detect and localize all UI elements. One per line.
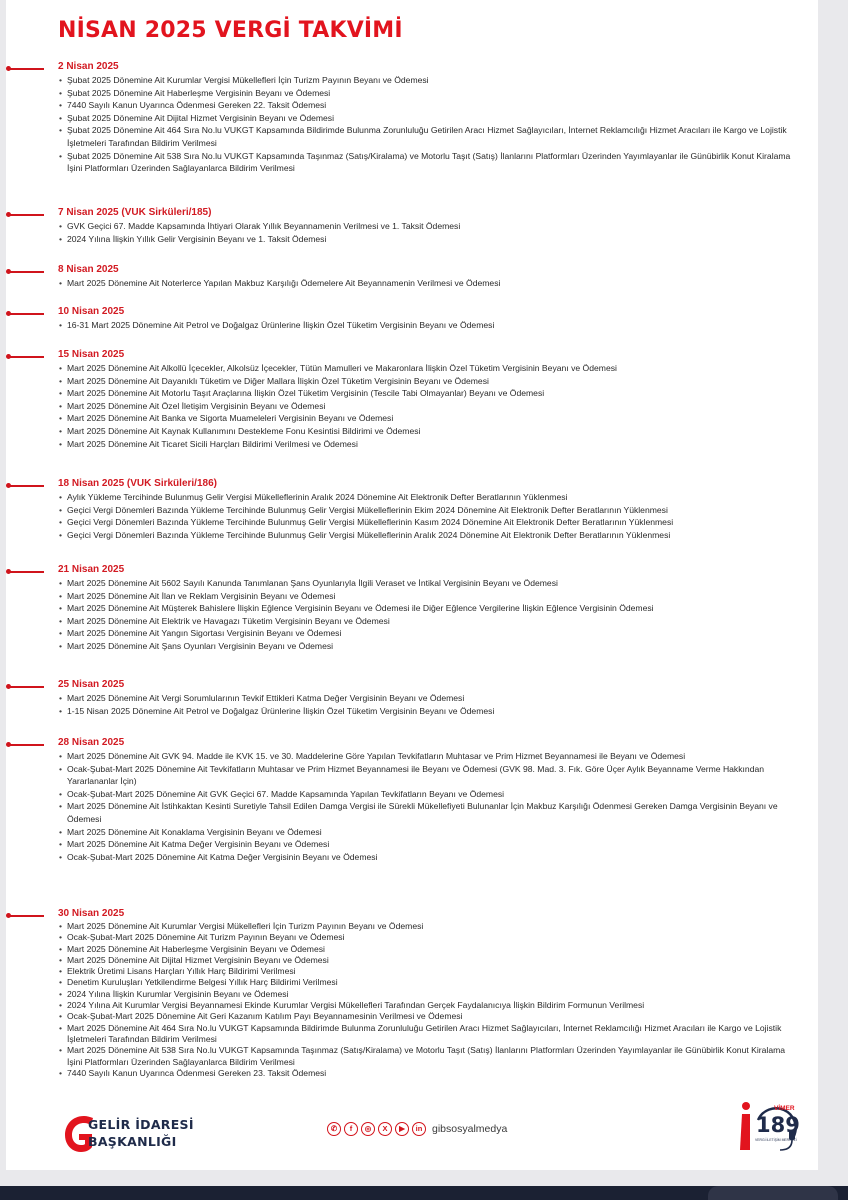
list-item: • Mart 2025 Dönemine Ait Ticaret Sicili Harçları Bildirimi Verilmesi ve Ödemesi <box>59 438 799 451</box>
list-item: • Mart 2025 Dönemine Ait Noterlerce Yapılan Makbuz Karşılığı Ödemelere Ait Beyannamenin Verilmesi ve Ödemesi <box>59 277 799 290</box>
list-item: • Şubat 2025 Dönemine Ait 464 Sıra No.lu VUKGT Kapsamında Bildirimde Bulunma Zorunluluğu Getirilen Aracı Hizmet Sağlayıcıları, İnternet Reklamcılığı Hizmet Aracıları ile Kargo ve Lojistik İşletmeleri Tarafından Bildirim Verilmesi <box>59 124 799 149</box>
timeline-marker <box>8 485 44 487</box>
list-item: • Mart 2025 Dönemine Ait GVK 94. Madde ile KVK 15. ve 30. Maddelerine Göre Yapılan Tevkifatların Muhtasar ve Prim Hizmet Beyannamesi ile Beyanı ve Ödemesi <box>59 750 799 763</box>
section-date: 28 Nisan 2025 <box>58 737 125 748</box>
section-date: 2 Nisan 2025 <box>58 61 119 72</box>
logo-text-line1: GELİR İDARESİ <box>88 1117 194 1132</box>
section-date: 8 Nisan 2025 <box>58 264 119 275</box>
list-item: • 7440 Sayılı Kanun Uyarınca Ödenmesi Gereken 23. Taksit Ödemesi <box>59 1068 799 1079</box>
list-item: • 1-15 Nisan 2025 Dönemine Ait Petrol ve Doğalgaz Ürünlerine İlişkin Özel Tüketim Vergisinin Beyanı ve Ödemesi <box>59 705 799 718</box>
bottom-bar-pill <box>708 1186 838 1200</box>
x-icon[interactable]: X <box>378 1122 392 1136</box>
social-handle[interactable]: gibsosyalmedya <box>432 1123 508 1135</box>
vimer-caption: VERGİ İLETİŞİM MERKEZİ <box>755 1138 797 1142</box>
section-date: 7 Nisan 2025 (VUK Sirküleri/185) <box>58 207 212 218</box>
list-item: • Mart 2025 Dönemine Ait Banka ve Sigorta Muameleleri Vergisinin Beyanı ve Ödemesi <box>59 412 799 425</box>
list-item: • Mart 2025 Dönemine Ait İlan ve Reklam Vergisinin Beyanı ve Ödemesi <box>59 590 799 603</box>
instagram-icon[interactable]: ◎ <box>361 1122 375 1136</box>
list-item: • Mart 2025 Dönemine Ait Vergi Sorumlularının Tevkif Ettikleri Katma Değer Vergisinin Beyanı ve Ödemesi <box>59 692 799 705</box>
item-list <box>59 362 799 450</box>
list-item: • 2024 Yılına Ait Kurumlar Vergisi Beyannamesi Ekinde Kurumlar Vergisi Mükellefleri Tarafından Gerçek Faydalanıcıya İlişkin Bildirim Formunun Verilmesi <box>59 1000 799 1011</box>
item-list <box>59 319 799 332</box>
list-item: • 2024 Yılına İlişkin Kurumlar Vergisinin Beyanı ve Ödemesi <box>59 989 799 1000</box>
section-date: 21 Nisan 2025 <box>58 564 125 575</box>
list-item: • Mart 2025 Dönemine Ait Özel İletişim Vergisinin Beyanı ve Ödemesi <box>59 400 799 413</box>
section-date: 30 Nisan 2025 <box>58 908 125 919</box>
list-item: • 16-31 Mart 2025 Dönemine Ait Petrol ve Doğalgaz Ürünlerine İlişkin Özel Tüketim Vergisinin Beyanı ve Ödemesi <box>59 319 799 332</box>
timeline-marker <box>8 68 44 70</box>
timeline-marker <box>8 271 44 273</box>
list-item: • Mart 2025 Dönemine Ait Konaklama Vergisinin Beyanı ve Ödemesi <box>59 826 799 839</box>
timeline-marker <box>8 313 44 315</box>
list-item: • Mart 2025 Dönemine Ait 464 Sıra No.lu VUKGT Kapsamında Bildirimde Bulunma Zorunluluğu Getirilen Aracı Hizmet Sağlayıcıları, İnternet Reklamcılığı Hizmet Aracıları ile Kargo ve Lojistik İşletmeleri Tarafından Bildirim Verilmesi <box>59 1023 799 1046</box>
list-item: • Mart 2025 Dönemine Ait Dayanıklı Tüketim ve Diğer Mallara İlişkin Özel Tüketim Vergisinin Beyanı ve Ödemesi <box>59 375 799 388</box>
list-item: • Mart 2025 Dönemine Ait Yangın Sigortası Vergisinin Beyanı ve Ödemesi <box>59 627 799 640</box>
item-list <box>59 577 799 653</box>
page-title: NİSAN 2025 VERGİ TAKVİMİ <box>58 18 403 43</box>
timeline-marker <box>8 915 44 917</box>
list-item: • Aylık Yükleme Tercihinde Bulunmuş Gelir Vergisi Mükelleflerinin Aralık 2024 Dönemine Ait Elektronik Defter Beratlarının Yüklenmesi <box>59 491 799 504</box>
calendar-page <box>6 0 818 1170</box>
timeline-marker <box>8 214 44 216</box>
timeline-marker <box>8 686 44 688</box>
section-date: 10 Nisan 2025 <box>58 306 125 317</box>
list-item: • 2024 Yılına İlişkin Yıllık Gelir Vergisinin Beyanı ve 1. Taksit Ödemesi <box>59 233 799 246</box>
vimer-label: VİMER <box>774 1105 795 1112</box>
item-list <box>59 277 799 290</box>
list-item: • Mart 2025 Dönemine Ait Elektrik ve Havagazı Tüketim Vergisinin Beyanı ve Ödemesi <box>59 615 799 628</box>
social-bar <box>327 1122 507 1136</box>
list-item: • Şubat 2025 Dönemine Ait Haberleşme Vergisinin Beyanı ve Ödemesi <box>59 87 799 100</box>
logo-text-line2: BAŞKANLIĞI <box>88 1134 177 1149</box>
item-list <box>59 220 799 245</box>
list-item: • Mart 2025 Dönemine Ait İstihkaktan Kesinti Suretiyle Tahsil Edilen Damga Vergisi ile Sürekli Mükellefiyeti Bulunanlar İçin Makbuz Karşılığı Ödenmesi Gereken Damga Vergisinin Beyanı ve Ödemesi <box>59 800 799 825</box>
item-list <box>59 692 799 717</box>
list-item: • Denetim Kuruluşları Yetkilendirme Belgesi Yıllık Harç Bildirimi Verilmesi <box>59 977 799 988</box>
list-item: • Mart 2025 Dönemine Ait Kurumlar Vergisi Mükellefleri İçin Turizm Payının Beyanı ve Ödemesi <box>59 921 799 932</box>
section-date: 15 Nisan 2025 <box>58 349 125 360</box>
timeline-marker <box>8 356 44 358</box>
section-date: 25 Nisan 2025 <box>58 679 125 690</box>
list-item: • Geçici Vergi Dönemleri Bazında Yükleme Tercihinde Bulunmuş Gelir Vergisi Mükelleflerinin Aralık 2024 Dönemine Ait Elektronik Defter Beratlarının Yüklenmesi <box>59 529 799 542</box>
list-item: • Ocak-Şubat-Mart 2025 Dönemine Ait Turizm Payının Beyanı ve Ödemesi <box>59 932 799 943</box>
list-item: • Ocak-Şubat-Mart 2025 Dönemine Ait Katma Değer Vergisinin Beyanı ve Ödemesi <box>59 851 799 864</box>
vimer-189-logo <box>734 1094 804 1156</box>
section-date: 18 Nisan 2025 (VUK Sirküleri/186) <box>58 478 217 489</box>
list-item: • Geçici Vergi Dönemleri Bazında Yükleme Tercihinde Bulunmuş Gelir Vergisi Mükelleflerinin Kasım 2024 Dönemine Ait Elektronik Defter Beratlarının Yüklenmesi <box>59 516 799 529</box>
item-list <box>59 750 799 863</box>
item-list <box>59 921 799 1079</box>
list-item: • Mart 2025 Dönemine Ait Şans Oyunları Vergisinin Beyanı ve Ödemesi <box>59 640 799 653</box>
screen-bottom-bar <box>0 1186 848 1200</box>
list-item: • Mart 2025 Dönemine Ait Müşterek Bahislere İlişkin Eğlence Vergisinin Beyanı ve Ödemesi ile Diğer Eğlence Vergilerine İlişkin Eğlence Vergisinin Ödemesi <box>59 602 799 615</box>
list-item: • GVK Geçici 67. Madde Kapsamında İhtiyari Olarak Yıllık Beyannamenin Verilmesi ve 1. Taksit Ödemesi <box>59 220 799 233</box>
list-item: • Elektrik Üretimi Lisans Harçları Yıllık Harç Bildirimi Verilmesi <box>59 966 799 977</box>
linkedin-icon[interactable]: in <box>412 1122 426 1136</box>
list-item: • Mart 2025 Dönemine Ait Alkollü İçecekler, Alkolsüz İçecekler, Tütün Mamulleri ve Makaronlara İlişkin Özel Tüketim Vergisinin Beyanı ve Ödemesi <box>59 362 799 375</box>
timeline-marker <box>8 571 44 573</box>
list-item: • Mart 2025 Dönemine Ait Haberleşme Vergisinin Beyanı ve Ödemesi <box>59 944 799 955</box>
list-item: • Şubat 2025 Dönemine Ait 538 Sıra No.lu VUKGT Kapsamında Taşınmaz (Satış/Kiralama) ve Motorlu Taşıt (Satış) İlanlarını Platformları Üzerinden Yayımlayanlar ile Günübirlik Konut Kiralama İşini Platformları Üzerinden Sağlayanlarca Bildirim Verilmesi <box>59 150 799 175</box>
vimer-number: 189 <box>756 1113 800 1137</box>
list-item: • Mart 2025 Dönemine Ait Motorlu Taşıt Araçlarına İlişkin Özel Tüketim Vergisinin (Tescile Tabi Olmayanlar) Beyanı ve Ödemesi <box>59 387 799 400</box>
facebook-icon[interactable]: f <box>344 1122 358 1136</box>
youtube-icon[interactable]: ▶ <box>395 1122 409 1136</box>
list-item: • Geçici Vergi Dönemleri Bazında Yükleme Tercihinde Bulunmuş Gelir Vergisi Mükelleflerinin Ekim 2024 Dönemine Ait Elektronik Defter Beratlarının Yüklenmesi <box>59 504 799 517</box>
list-item: • Şubat 2025 Dönemine Ait Dijital Hizmet Vergisinin Beyanı ve Ödemesi <box>59 112 799 125</box>
list-item: • Mart 2025 Dönemine Ait 538 Sıra No.lu VUKGT Kapsamında Taşınmaz (Satış/Kiralama) ve Motorlu Taşıt (Satış) İlanlarını Platformları Üzerinden Yayımlayanlar ile Günübirlik Konut Kiralama İşini Platformları Üzerinden Sağlayanlarca Bildirim Verilmesi <box>59 1045 799 1068</box>
timeline-marker <box>8 744 44 746</box>
list-item: • Mart 2025 Dönemine Ait Kaynak Kullanımını Destekleme Fonu Kesintisi Bildirimi ve Ödemesi <box>59 425 799 438</box>
list-item: • Mart 2025 Dönemine Ait Katma Değer Vergisinin Beyanı ve Ödemesi <box>59 838 799 851</box>
whatsapp-icon[interactable]: ✆ <box>327 1122 341 1136</box>
item-list <box>59 491 799 541</box>
list-item: • 7440 Sayılı Kanun Uyarınca Ödenmesi Gereken 22. Taksit Ödemesi <box>59 99 799 112</box>
list-item: • Mart 2025 Dönemine Ait Dijital Hizmet Vergisinin Beyanı ve Ödemesi <box>59 955 799 966</box>
list-item: • Ocak-Şubat-Mart 2025 Dönemine Ait Tevkifatların Muhtasar ve Prim Hizmet Beyannamesi ile Beyanı ve Ödemesi (GVK 98. Mad. 3. Fık. Göre Üçer Aylık Beyanname Verme Hakkından Yararlananlar İçin) <box>59 763 799 788</box>
list-item: • Ocak-Şubat-Mart 2025 Dönemine Ait GVK Geçici 67. Madde Kapsamında Yapılan Tevkifatların Beyanı ve Ödemesi <box>59 788 799 801</box>
list-item: • Mart 2025 Dönemine Ait 5602 Sayılı Kanunda Tanımlanan Şans Oyunlarıyla İlgili Veraset ve İntikal Vergisinin Beyanı ve Ödemesi <box>59 577 799 590</box>
list-item: • Şubat 2025 Dönemine Ait Kurumlar Vergisi Mükellefleri İçin Turizm Payının Beyanı ve Ödemesi <box>59 74 799 87</box>
list-item: • Ocak-Şubat-Mart 2025 Dönemine Ait Geri Kazanım Katılım Payı Beyannamesinin Verilmesi ve Ödemesi <box>59 1011 799 1022</box>
item-list <box>59 74 799 175</box>
